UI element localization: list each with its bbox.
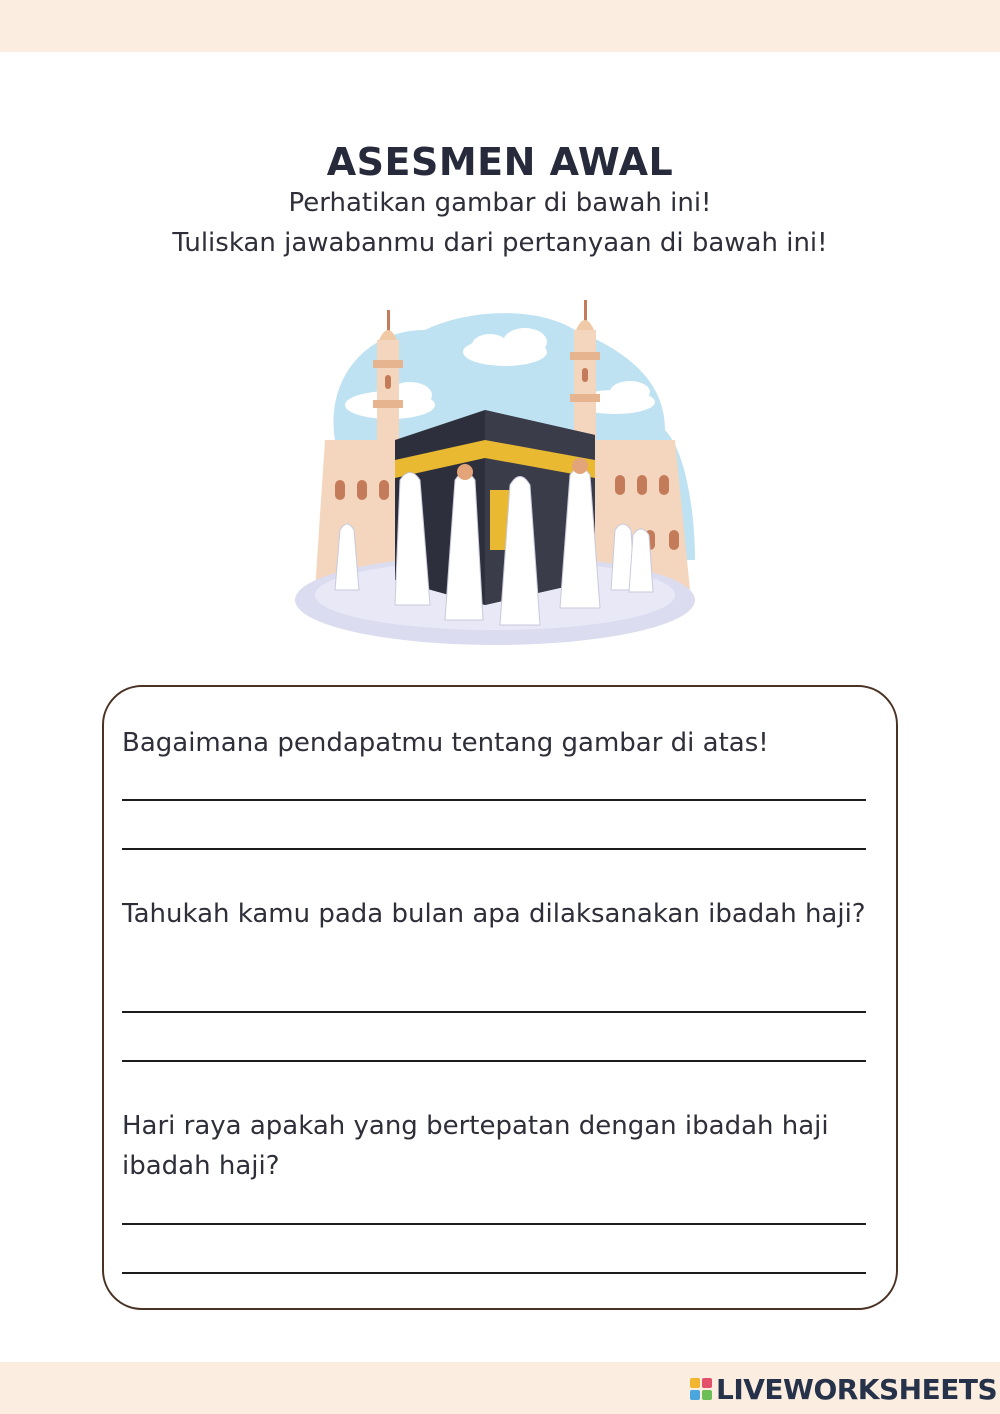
answer-line-2a[interactable] <box>122 1011 866 1013</box>
question-3: Hari raya apakah yang bertepatan dengan ibadah haji ibadah haji? <box>122 1111 829 1181</box>
liveworksheets-logo[interactable] <box>690 1374 997 1404</box>
brand-name: LIVEWORKSHEETS <box>716 1372 998 1406</box>
question-1: Bagaimana pendapatmu tentang gambar di atas! <box>122 728 769 758</box>
answer-line-2b[interactable] <box>122 1060 866 1062</box>
answer-line-3b[interactable] <box>122 1272 866 1274</box>
kaaba-pilgrims-illustration <box>295 290 715 650</box>
page-title: ASESMEN AWAL <box>326 140 674 184</box>
answer-line-1a[interactable] <box>122 799 866 801</box>
answer-line-3a[interactable] <box>122 1223 866 1225</box>
answer-line-1b[interactable] <box>122 848 866 850</box>
instruction-write: Tuliskan jawabanmu dari pertanyaan di bawah ini! <box>172 228 828 258</box>
top-band <box>0 0 1000 52</box>
question-2: Tahukah kamu pada bulan apa dilaksanakan ibadah haji? <box>122 899 866 929</box>
question-box <box>102 685 898 1310</box>
instruction-look: Perhatikan gambar di bawah ini! <box>288 188 712 218</box>
liveworksheets-logo-icon <box>690 1378 712 1400</box>
